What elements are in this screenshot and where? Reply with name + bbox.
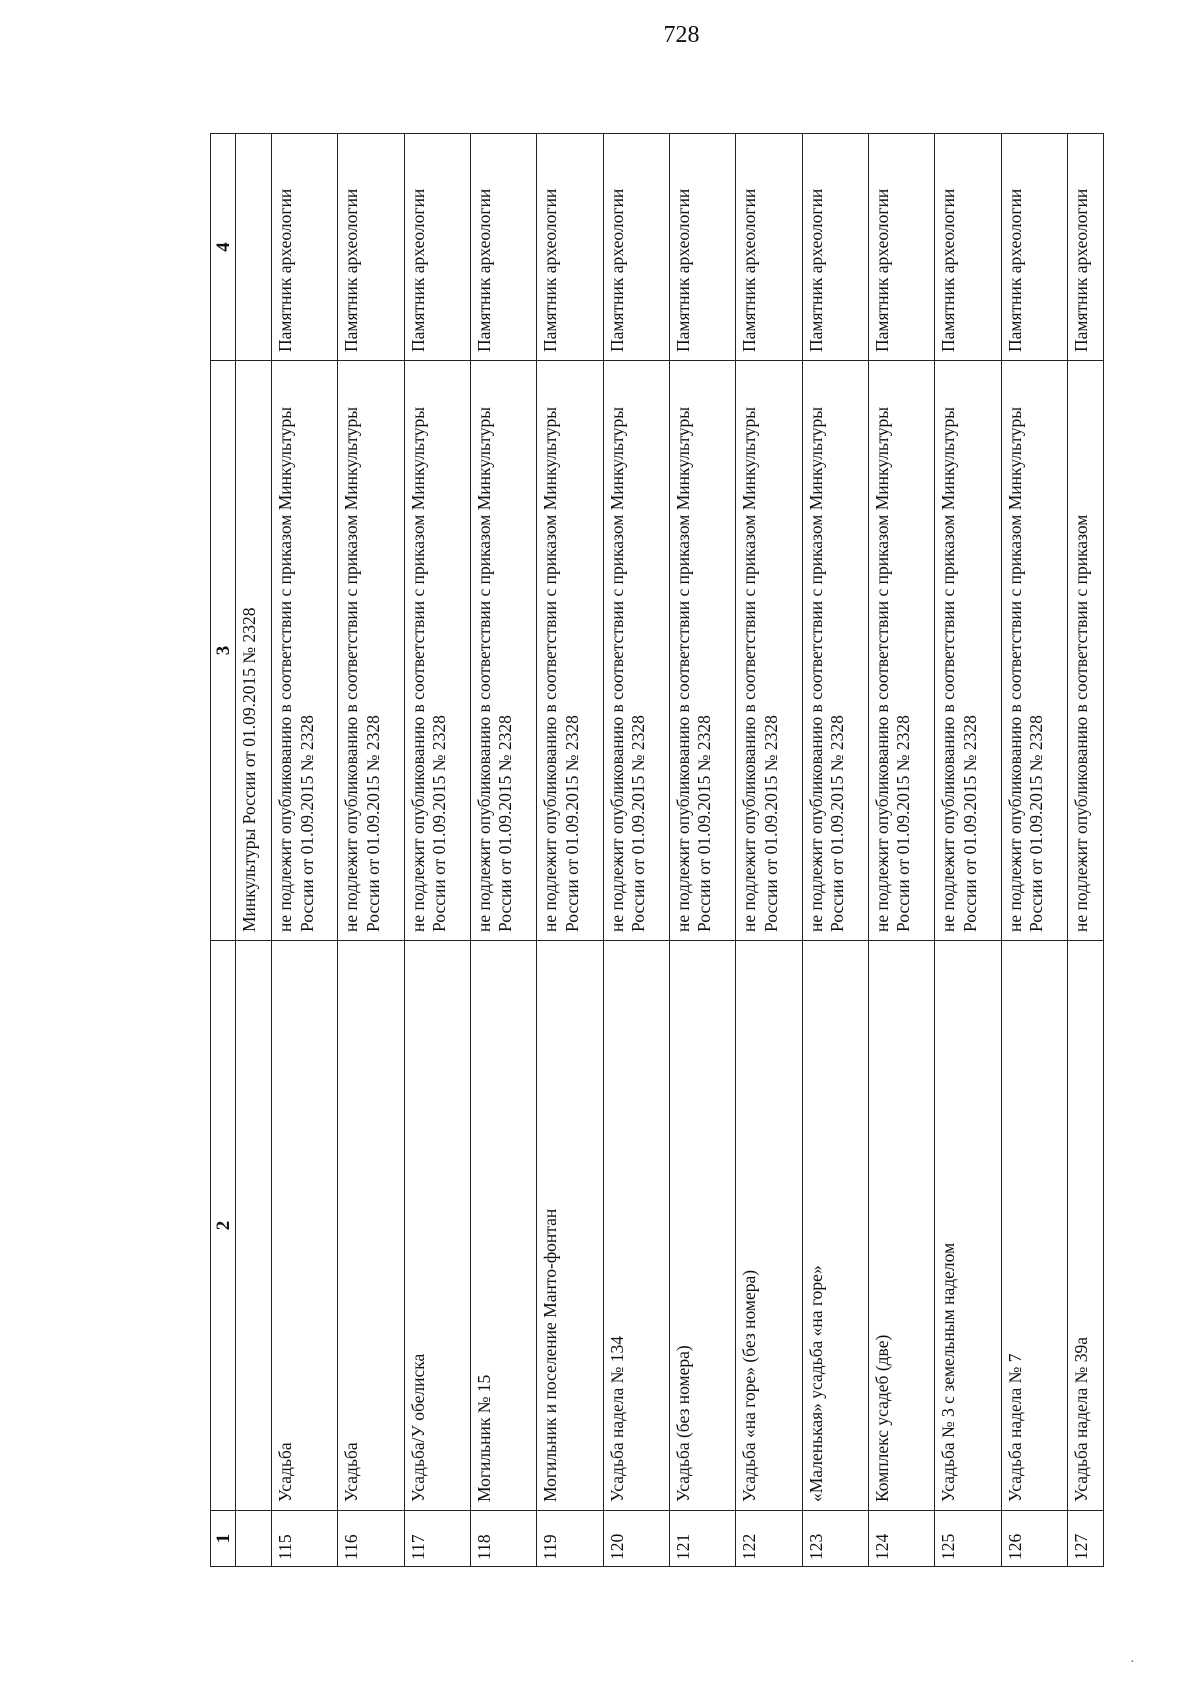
publication-note-cell: Минкультуры России от 01.09.2015 № 2328	[236, 361, 272, 941]
table-row	[1001, 134, 1067, 1567]
row-number-cell: 121	[670, 1511, 736, 1567]
table-row	[1067, 134, 1103, 1567]
row-number-cell: 124	[868, 1511, 934, 1567]
table-row	[272, 134, 338, 1567]
publication-note-cell: не подлежит опубликованию в соответствии с приказом Минкультуры России от 01.09.2015 № 2328	[736, 361, 802, 941]
monument-type-cell: Памятник археологии	[868, 134, 934, 361]
monument-type-cell: Памятник археологии	[670, 134, 736, 361]
object-name-cell: Усадьба	[338, 941, 404, 1511]
object-name-cell: Усадьба надела № 7	[1001, 941, 1067, 1511]
monuments-table	[210, 133, 1104, 1567]
monument-type-cell: Памятник археологии	[338, 134, 404, 361]
scan-mark: ·	[1130, 1655, 1135, 1670]
object-name-cell: Усадьба	[272, 941, 338, 1511]
row-number-cell: 125	[935, 1511, 1001, 1567]
table-row	[338, 134, 404, 1567]
table-row	[802, 134, 868, 1567]
publication-note-cell: не подлежит опубликованию в соответствии с приказом Минкультуры России от 01.09.2015 № 2328	[404, 361, 470, 941]
monument-type-cell	[236, 134, 272, 361]
rotated-table-container	[210, 134, 1104, 1567]
table-row	[537, 134, 603, 1567]
row-number-cell: 123	[802, 1511, 868, 1567]
object-name-cell: Комплекс усадеб (две)	[868, 941, 934, 1511]
row-number-cell: 116	[338, 1511, 404, 1567]
row-number-cell: 115	[272, 1511, 338, 1567]
header-cell-3: 3	[211, 361, 236, 941]
table-row	[868, 134, 934, 1567]
publication-note-cell: не подлежит опубликованию в соответствии с приказом Минкультуры России от 01.09.2015 № 2328	[868, 361, 934, 941]
header-row	[211, 134, 236, 1567]
monument-type-cell: Памятник археологии	[272, 134, 338, 361]
header-cell-1: 1	[211, 1511, 236, 1567]
header-cell-4: 4	[211, 134, 236, 361]
monument-type-cell: Памятник археологии	[736, 134, 802, 361]
row-number-cell: 117	[404, 1511, 470, 1567]
page-number: 728	[663, 22, 700, 48]
object-name-cell: Усадьба № 3 с земельным наделом	[935, 941, 1001, 1511]
monument-type-cell: Памятник археологии	[802, 134, 868, 361]
publication-note-cell: не подлежит опубликованию в соответствии с приказом Минкультуры России от 01.09.2015 № 2328	[802, 361, 868, 941]
row-number-cell	[236, 1511, 272, 1567]
table-row	[404, 134, 470, 1567]
publication-note-cell: не подлежит опубликованию в соответствии с приказом Минкультуры России от 01.09.2015 № 2328	[338, 361, 404, 941]
publication-note-cell: не подлежит опубликованию в соответствии с приказом Минкультуры России от 01.09.2015 № 2328	[935, 361, 1001, 941]
row-number-cell: 122	[736, 1511, 802, 1567]
row-number-cell: 119	[537, 1511, 603, 1567]
table-row	[471, 134, 537, 1567]
publication-note-cell: не подлежит опубликованию в соответствии с приказом Минкультуры России от 01.09.2015 № 2328	[670, 361, 736, 941]
publication-note-cell: не подлежит опубликованию в соответствии с приказом Минкультуры России от 01.09.2015 № 2328	[471, 361, 537, 941]
publication-note-cell: не подлежит опубликованию в соответствии с приказом Минкультуры России от 01.09.2015 № 2328	[603, 361, 669, 941]
object-name-cell: Усадьба/У обелиска	[404, 941, 470, 1511]
publication-note-cell: не подлежит опубликованию в соответствии с приказом	[1067, 361, 1103, 941]
object-name-cell: Могильник и поселение Манто-фонтан	[537, 941, 603, 1511]
monument-type-cell: Памятник археологии	[935, 134, 1001, 361]
object-name-cell: Усадьба надела № 39а	[1067, 941, 1103, 1511]
monument-type-cell: Памятник археологии	[603, 134, 669, 361]
table-row	[670, 134, 736, 1567]
row-number-cell: 118	[471, 1511, 537, 1567]
row-number-cell: 120	[603, 1511, 669, 1567]
publication-note-cell: не подлежит опубликованию в соответствии с приказом Минкультуры России от 01.09.2015 № 2328	[1001, 361, 1067, 941]
object-name-cell: Усадьба (без номера)	[670, 941, 736, 1511]
header-cell-2: 2	[211, 941, 236, 1511]
monument-type-cell: Памятник археологии	[1001, 134, 1067, 361]
monument-type-cell: Памятник археологии	[537, 134, 603, 361]
table-row	[736, 134, 802, 1567]
object-name-cell: «Маленькая» усадьба «на горе»	[802, 941, 868, 1511]
monument-type-cell: Памятник археологии	[404, 134, 470, 361]
object-name-cell: Усадьба надела № 134	[603, 941, 669, 1511]
object-name-cell: Могильник № 15	[471, 941, 537, 1511]
table-row	[236, 134, 272, 1567]
row-number-cell: 126	[1001, 1511, 1067, 1567]
object-name-cell: Усадьба «на горе» (без номера)	[736, 941, 802, 1511]
publication-note-cell: не подлежит опубликованию в соответствии с приказом Минкультуры России от 01.09.2015 № 2328	[272, 361, 338, 941]
monument-type-cell: Памятник археологии	[471, 134, 537, 361]
publication-note-cell: не подлежит опубликованию в соответствии с приказом Минкультуры России от 01.09.2015 № 2328	[537, 361, 603, 941]
table-row	[935, 134, 1001, 1567]
table-row	[603, 134, 669, 1567]
row-number-cell: 127	[1067, 1511, 1103, 1567]
object-name-cell	[236, 941, 272, 1511]
monument-type-cell: Памятник археологии	[1067, 134, 1103, 361]
